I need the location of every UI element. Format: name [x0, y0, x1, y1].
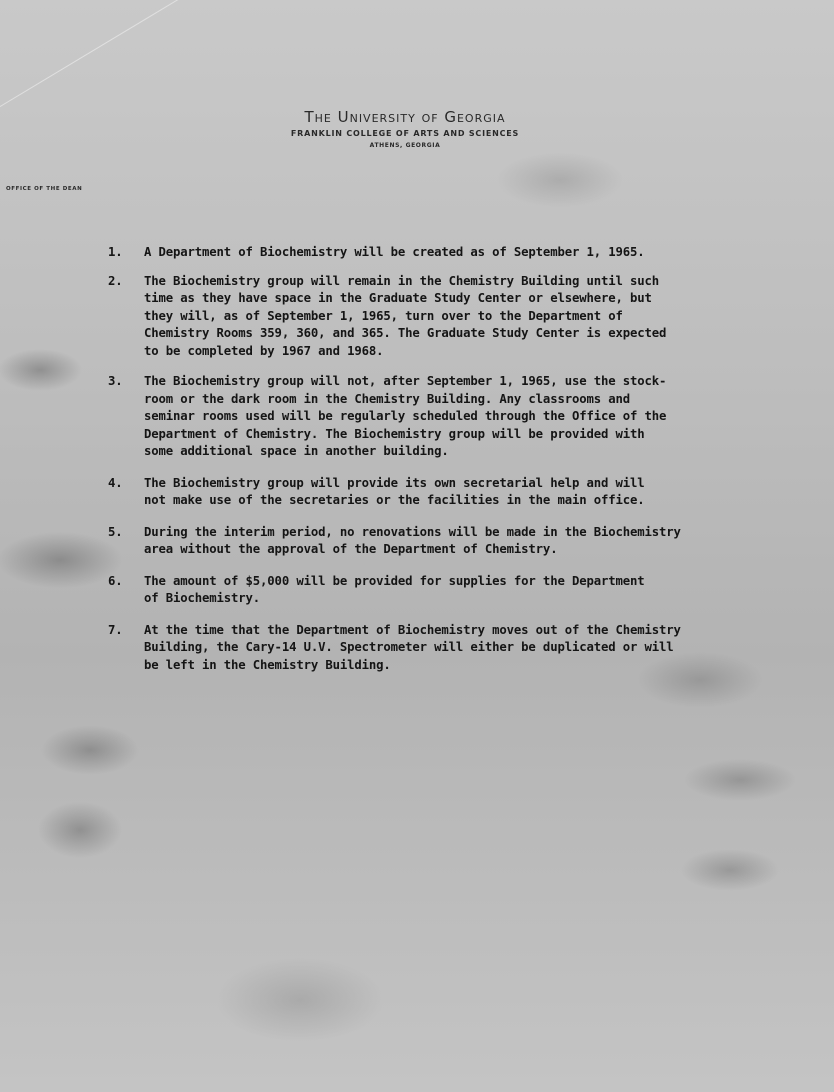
item-text-line: not make use of the secretaries or the facilities in the main office. — [144, 493, 645, 507]
item-text-line: A Department of Biochemistry will be created as of September 1, 1965. — [144, 245, 645, 259]
item-text-line: area without the approval of the Department of Chemistry. — [144, 542, 558, 556]
item-text-line: time as they have space in the Graduate Study Center or elsewhere, but — [144, 291, 652, 305]
item-text-line: of Biochemistry. — [144, 591, 261, 605]
item-text-line: seminar rooms used will be regularly scheduled through the Office of the — [144, 409, 667, 423]
item-text-line: Department of Chemistry. The Biochemistry group will be provided with — [144, 426, 645, 441]
memo-item — [108, 373, 768, 461]
item-text-line: At the time that the Department of Biochemistry moves out of the Chemistry — [144, 622, 681, 637]
item-text-line: The Biochemistry group will provide its own secretarial help and will — [144, 475, 645, 490]
item-number: 2. — [108, 273, 123, 288]
memo-item — [108, 573, 768, 608]
item-number: 5. — [108, 524, 123, 539]
memo-item — [108, 524, 768, 559]
memo-item — [108, 475, 768, 510]
item-text-line: some additional space in another building. — [144, 444, 449, 458]
item-number: 6. — [108, 573, 123, 588]
item-text-line: room or the dark room in the Chemistry Building. Any classrooms and — [144, 391, 630, 406]
memo-item — [108, 273, 768, 361]
item-text-line: The Biochemistry group will not, after September 1, 1965, use the stock- — [144, 374, 667, 388]
item-number: 4. — [108, 475, 123, 490]
item-text-line: be left in the Chemistry Building. — [144, 657, 391, 672]
letterhead — [0, 108, 810, 150]
city-name: ATHENS, GEORGIA — [369, 142, 441, 149]
item-number: 1. — [108, 245, 123, 259]
memo-items-list — [108, 244, 768, 688]
item-text-line: The amount of $5,000 will be provided for supplies for the Department — [144, 573, 645, 588]
memo-item — [108, 244, 768, 262]
item-text-line: they will, as of September 1, 1965, turn over to the Department of — [144, 308, 623, 323]
university-name: The University of Georgia — [304, 108, 506, 126]
item-text-line: Building, the Cary-14 U.V. Spectrometer will either be duplicated or will — [144, 640, 674, 654]
item-text-line: Chemistry Rooms 359, 360, and 365. The Graduate Study Center is expected — [144, 326, 667, 340]
college-name: FRANKLIN COLLEGE OF ARTS AND SCIENCES — [290, 129, 520, 138]
office-label: OFFICE OF THE DEAN — [6, 186, 83, 192]
item-text-line: During the interim period, no renovations will be made in the Biochemistry — [144, 524, 681, 539]
item-number: 3. — [108, 374, 123, 388]
item-text-line: to be completed by 1967 and 1968. — [144, 343, 384, 358]
memo-item — [108, 622, 768, 675]
item-number: 7. — [108, 622, 123, 637]
item-text-line: The Biochemistry group will remain in the Chemistry Building until such — [144, 273, 659, 288]
